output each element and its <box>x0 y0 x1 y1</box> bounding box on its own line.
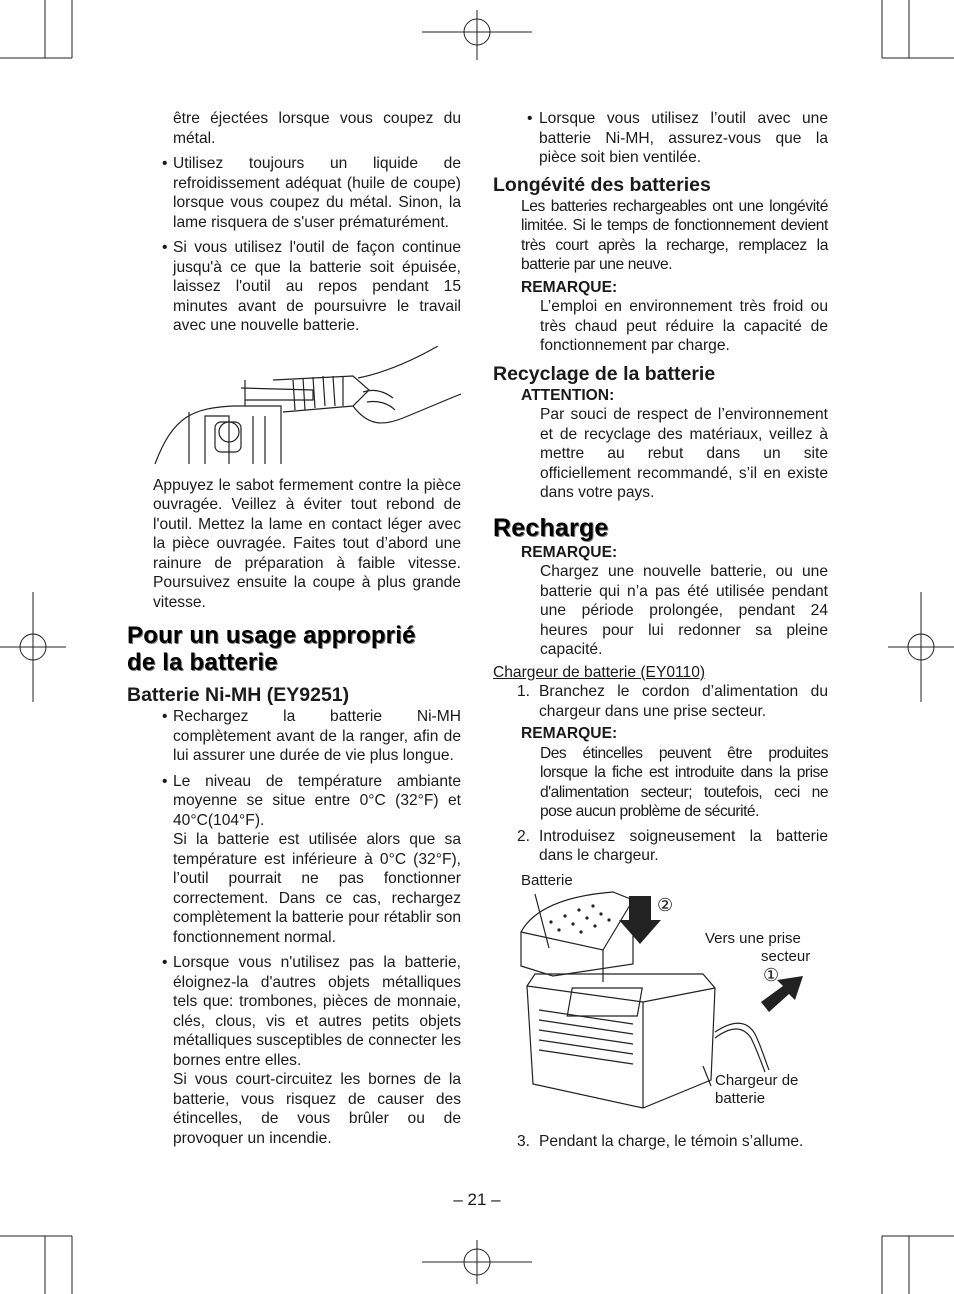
step-3 <box>493 1132 828 1152</box>
heading-battery-use-line2: de la batterie <box>127 649 278 676</box>
attention-text: Par souci de respect de l’environnement et de recyclage des matériaux, veillez à mettre au rebut dans un site officiellement recommandé, s’il en existe dans votre pays. <box>540 406 828 501</box>
bullet-recharge: • Rechargez la batterie Ni-MH complètement avant de la ranger, afin de lui assurer une durée de vie plus longue. <box>153 707 461 766</box>
label-charger-1: Chargeur de <box>715 1071 799 1089</box>
remark-label-1: REMARQUE: <box>521 278 618 296</box>
label-battery: Batterie <box>521 871 573 889</box>
bullet-rest: • Si vous utilisez l'outil de façon continue jusqu'à ce que la batterie soit épuisée, laissez l'outil au repos pendant 15 minutes avant de poursuivre le travail avec une nouvelle batterie. <box>153 238 461 336</box>
paragraph-continuation: être éjectées lorsque vous coupez du métal. <box>173 110 461 147</box>
step-3-number: 3. <box>517 1132 531 1150</box>
step-2-number: 2. <box>517 827 531 845</box>
step-2-text: Introduisez soigneusement la batterie dans le chargeur. <box>539 827 828 864</box>
step-3-text: Pendant la charge, le témoin s’allume. <box>539 1132 804 1150</box>
right-column <box>493 109 828 1151</box>
bullet-temperature-cont: Si la batterie est utilisée alors que sa température est inférieure à 0°C (32°F), l’outil pourrait ne pas fonctionner correctement. Dans ce cas, rechargez complètement la batterie pour rétablir son fonctionnement normal. <box>173 831 461 946</box>
step-1 <box>493 682 828 721</box>
bullet-ventilation-text: Lorsque vous utilisez l’outil avec une batterie Ni-MH, assurez-vous que la pièce soit bien ventilée. <box>539 110 828 166</box>
remark-label-2: REMARQUE: <box>521 543 618 561</box>
remark-text-3: Des étincelles peuvent être produites lorsque la fiche est introduite dans la prise d'alimentation secteur; toutefois, ceci ne pose aucun problème de sécurité. <box>540 744 828 820</box>
bullet-metal-objects: • Lorsque vous n'utilisez pas la batterie, éloignez-la d'autres objets métalliques tels que: trombones, pièces de monnaie, clés, clous, vis et autres petits objets métalliques susceptibles de connecter les bornes entre elles. <box>153 953 461 1070</box>
heading-recharge: Recharge <box>493 513 609 542</box>
charger-illustration <box>493 870 828 1132</box>
bullet-coolant: • Utilisez toujours un liquide de refroidissement adéquat (huile de coupe) lorsque vous coupez du métal. Sinon, la lame risquera de s'user prématurément. <box>153 154 461 232</box>
label-step-1: ① <box>763 964 780 985</box>
heading-longevity: Longévité des batteries <box>493 173 711 196</box>
left-column <box>127 109 461 1148</box>
attention-label: ATTENTION: <box>521 386 615 404</box>
figure-instructions: Appuyez le sabot fermement contre la pièce ouvragée. Veillez à éviter tout rebond de l'outil. Mettez la lame en contact léger avec la pièce ouvragée. Faites tout d’abord une rainure de préparation à faible vitesse. Poursuivez ensuite la coupe à plus grande vitesse. <box>153 476 461 611</box>
heading-nimh: Batterie Ni-MH (EY9251) <box>127 684 350 706</box>
label-step-2: ② <box>657 894 674 915</box>
remark-text-2: Chargez une nouvelle batterie, ou une batterie qui n’a pas été utilisée pendant une période prolongée, pendant 24 heures pour lui redonner sa pleine capacité. <box>540 563 828 658</box>
bullet-metal-objects-cont: Si vous court-circuitez les bornes de la batterie, vous risquez de causer des étincelles, de vous brûler ou de provoquer un incendie. <box>173 1071 461 1147</box>
heading-battery-use-line1: Pour un usage approprié <box>127 622 416 649</box>
label-charger-2: batterie <box>715 1089 766 1107</box>
label-outlet-2: secteur <box>761 947 811 965</box>
step-1-number: 1. <box>517 683 531 700</box>
remark-text-1: L’emploi en environnement très froid ou très chaud peut réduire la capacité de fonctionnement par charge. <box>540 298 828 354</box>
bullet-temperature: • Le niveau de température ambiante moyenne se situe entre 0°C (32°F) et 40°C(104°F). <box>153 772 461 831</box>
page-number: – 21 – <box>453 1190 501 1209</box>
step-2 <box>493 827 828 866</box>
paragraph-longevity: Les batteries rechargeables ont une longévité limitée. Si le temps de fonctionnement devient très court après la recharge, remplacez la batterie par une neuve. <box>521 197 828 273</box>
bullet-ventilation <box>493 109 828 168</box>
saw-illustration <box>153 346 461 476</box>
heading-battery-use <box>127 622 461 676</box>
charger-model-link: Chargeur de batterie (EY0110) <box>493 663 706 681</box>
step-1-text: Branchez le cordon d’alimentation du chargeur dans une prise secteur. <box>539 683 828 720</box>
heading-recycling: Recyclage de la batterie <box>493 362 716 385</box>
label-outlet-1: Vers une prise <box>705 929 801 947</box>
remark-label-3: REMARQUE: <box>521 725 618 742</box>
